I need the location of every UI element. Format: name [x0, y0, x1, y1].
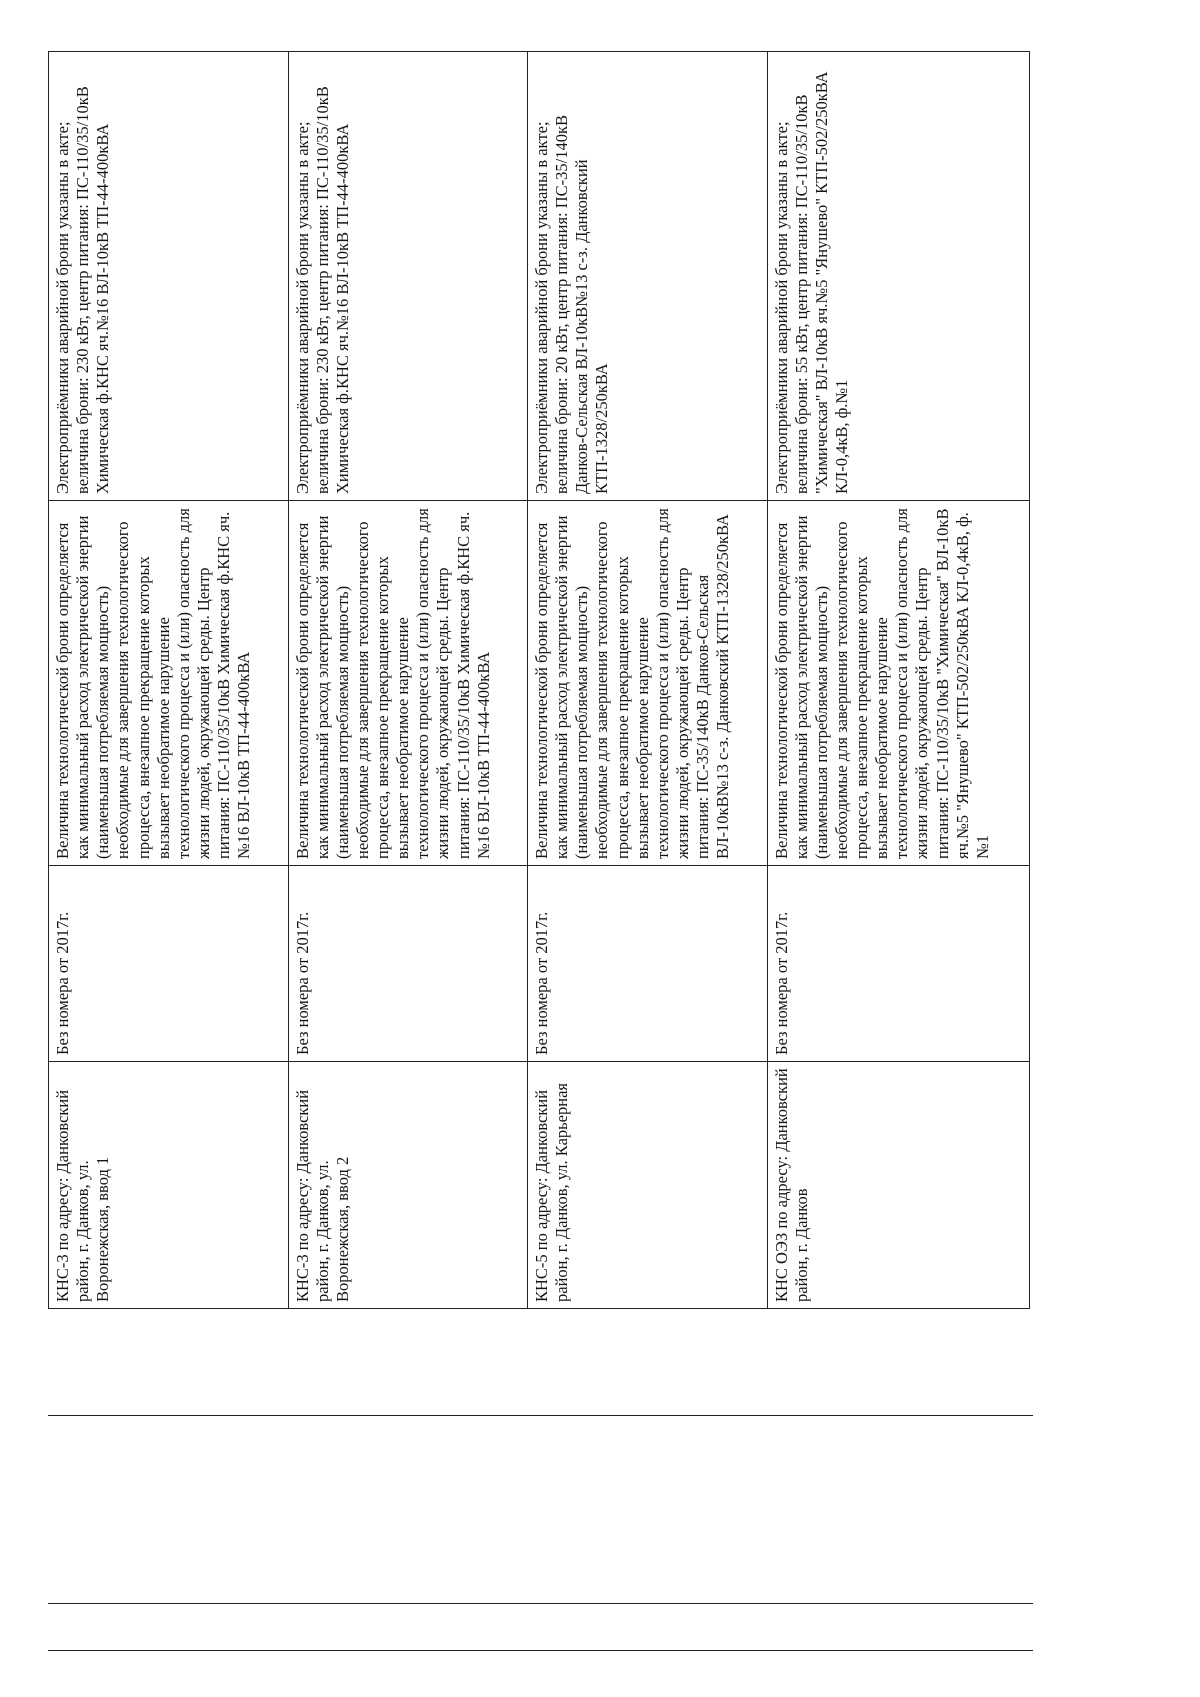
act-cell: Без номера от 2017г.: [288, 866, 528, 1062]
signature-line: [48, 1650, 1033, 1651]
emergency-reserve-cell: Электроприёмники аварийной брони указаны в акте; величина брони: 230 кВт, центр питания: ПС-110/35/10кВ Химическая ф.КНС яч.№16 ВЛ-10кВ ТП-44-400кВА: [49, 52, 289, 501]
signature-line: [48, 1603, 1033, 1604]
object-cell: КНС-3 по адресу: Данковский район, г. Данков, ул. Воронежская, ввод 1: [49, 1062, 289, 1309]
table-row: [767, 52, 1029, 1309]
object-cell: КНС ОЭЗ по адресу: Данковский район, г. Данков: [767, 1062, 1029, 1309]
act-cell: Без номера от 2017г.: [49, 866, 289, 1062]
table-row: [528, 52, 768, 1309]
object-cell: КНС-3 по адресу: Данковский район, г. Данков, ул. Воронежская, ввод 2: [288, 1062, 528, 1309]
object-cell: КНС-5 по адресу: Данковский район, г. Данков, ул. Карьерная: [528, 1062, 768, 1309]
tech-reserve-cell: Величина технологической брони определяется как минимальный расход электрической энергии (наименьшая потребляемая мощность) необходимые для завершения технологического процесса, внезапное прекращение которых вызывает необратимое нарушение технологического процесса и (или) опасность для жизни людей, окружающей среды. Центр питания: ПС-110/35/10кВ "Химическая" ВЛ-10кВ яч.№5 "Янушево" КТП-502/250кВА КЛ-0,4кВ, ф.№1: [767, 501, 1029, 866]
emergency-reserve-cell: Электроприёмники аварийной брони указаны в акте; величина брони: 230 кВт, центр питания: ПС-110/35/10кВ Химическая ф.КНС яч.№16 ВЛ-10кВ ТП-44-400кВА: [288, 52, 528, 501]
rotated-table-container: [48, 52, 1030, 1309]
table-row: [49, 52, 289, 1309]
table-row: [288, 52, 528, 1309]
signature-line: [48, 1415, 1033, 1416]
act-cell: Без номера от 2017г.: [767, 866, 1029, 1062]
emergency-reserve-cell: Электроприёмники аварийной брони указаны в акте; величина брони: 20 кВт, центр питания: ПС-35/140кВ Данков-Сельская ВЛ-10кВ№13 с-з. Данковский КТП-1328/250кВА: [528, 52, 768, 501]
act-cell: Без номера от 2017г.: [528, 866, 768, 1062]
tech-reserve-cell: Величина технологической брони определяется как минимальный расход электрической энергии (наименьшая потребляемая мощность) необходимые для завершения технологического процесса, внезапное прекращение которых вызывает необратимое нарушение технологического процесса и (или) опасность для жизни людей, окружающей среды. Центр питания: ПС-110/35/10кВ Химическая ф.КНС яч.№16 ВЛ-10кВ ТП-44-400кВА: [288, 501, 528, 866]
tech-reserve-cell: Величина технологической брони определяется как минимальный расход электрической энергии (наименьшая потребляемая мощность) необходимые для завершения технологического процесса, внезапное прекращение которых вызывает необратимое нарушение технологического процесса и (или) опасность для жизни людей, окружающей среды. Центр питания: ПС-110/35/10кВ Химическая ф.КНС яч.№16 ВЛ-10кВ ТП-44-400кВА: [49, 501, 289, 866]
tech-reserve-cell: Величина технологической брони определяется как минимальный расход электрической энергии (наименьшая потребляемая мощность) необходимые для завершения технологического процесса, внезапное прекращение которых вызывает необратимое нарушение технологического процесса и (или) опасность для жизни людей, окружающей среды. Центр питания: ПС-35/140кВ Данков-Сельская ВЛ-10кВ№13 с-з. Данковский КТП-1328/250кВА: [528, 501, 768, 866]
power-reserve-table: [48, 51, 1030, 1309]
emergency-reserve-cell: Электроприёмники аварийной брони указаны в акте; величина брони: 55 кВт, центр питания: ПС-110/35/10кВ "Химическая" ВЛ-10кВ яч.№5 "Янушево" КТП-502/250кВА КЛ-0,4кВ, ф.№1: [767, 52, 1029, 501]
